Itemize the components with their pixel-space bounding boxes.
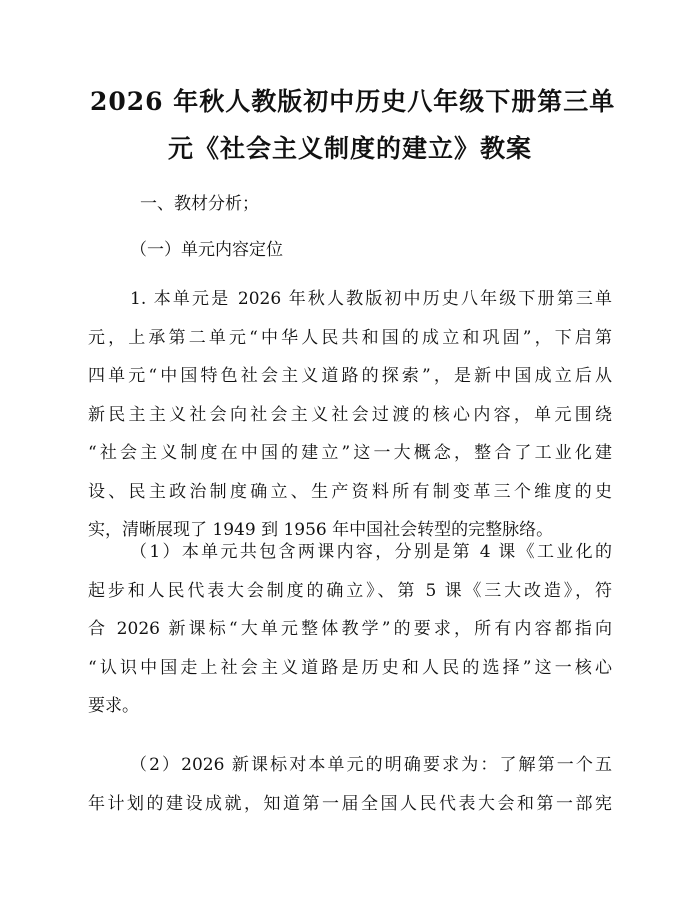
paragraph-unit-position (88, 280, 612, 550)
document-title-line-2: 元《社会主义制度的建立》教案 (167, 134, 532, 163)
paragraph-line: 1. 本单元是 2026 年秋人教版初中历史八年级下册第三单 (130, 289, 612, 309)
document-title-line-1: 2026 年秋人教版初中历史八年级下册第三单 (90, 87, 616, 116)
paragraph-line: 新民主主义社会向社会主义社会过渡的核心内容，单元围绕 (88, 404, 612, 425)
subsection-heading: （一）单元内容定位 (130, 240, 283, 260)
paragraph-line: “认识中国走上社会主义道路是历史和人民的选择”这一核心 (88, 657, 612, 678)
paragraph-line: 要求。 (88, 696, 139, 716)
paragraph-line: 年计划的建设成就，知道第一届全国人民代表大会和第一部宪 (88, 793, 612, 814)
paragraph-curriculum-requirements (88, 746, 612, 823)
paragraph-line: 合 2026 新课标“大单元整体教学”的要求，所有内容都指向 (88, 619, 612, 639)
paragraph-lesson-contents (88, 533, 612, 726)
paragraph-line: 元，上承第二单元“中华人民共和国的成立和巩固”，下启第 (88, 327, 612, 348)
paragraph-line: （2）2026 新课标对本单元的明确要求为：了解第一个五 (130, 755, 612, 775)
paragraph-line: 设、民主政治制度确立、生产资料所有制变革三个维度的史 (88, 481, 612, 502)
paragraph-line: 四单元“中国特色社会主义道路的探索”，是新中国成立后从 (88, 366, 612, 386)
paragraph-line: （1）本单元共包含两课内容，分别是第 4 课《工业化的 (130, 542, 612, 562)
section-heading: 一、教材分析； (140, 194, 259, 214)
paragraph-line: “社会主义制度在中国的建立”这一大概念，整合了工业化建 (88, 443, 612, 463)
paragraph-line: 起步和人民代表大会制度的确立》、第 5 课《三大改造》，符 (88, 580, 612, 601)
paragraph-line: 实，清晰展现了 1949 到 1956 年中国社会转型的完整脉络。 (88, 520, 554, 540)
